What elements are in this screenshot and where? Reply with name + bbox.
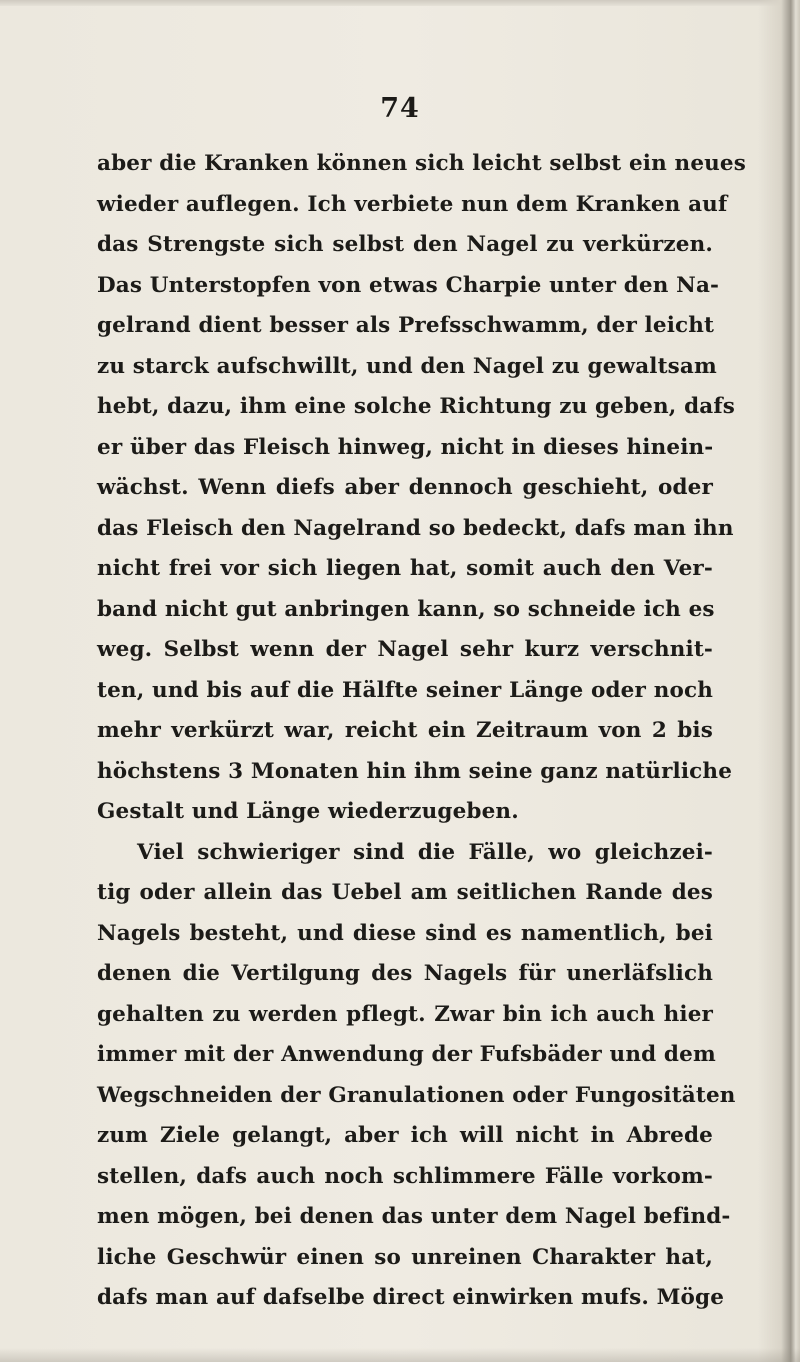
text-line: gehalten zu werden pflegt. Zwar bin ich auch hier bbox=[97, 1001, 713, 1027]
text-line: Wegschneiden der Granulationen oder Fungositäten bbox=[97, 1082, 736, 1108]
page-number: 74 bbox=[380, 93, 420, 124]
text-line: tig oder allein das Uebel am seitlichen Rande des bbox=[97, 880, 713, 905]
text-line: wieder auflegen. Ich verbiete nun dem Kranken auf bbox=[97, 191, 728, 217]
page-bottom-shadow bbox=[0, 1348, 800, 1362]
text-line: mehr verkürzt war, reicht ein Zeitraum von 2 bis bbox=[97, 718, 713, 743]
text-line: liche Geschwür einen so unreinen Charakter hat, bbox=[97, 1244, 713, 1270]
text-line: ten, und bis auf die Hälfte seiner Länge oder noch bbox=[97, 677, 713, 703]
text-line: höchstens 3 Monaten hin ihm seine ganz natürliche bbox=[97, 758, 733, 784]
book-binding-edge bbox=[758, 0, 800, 1362]
text-line: aber die Kranken können sich leicht selbst ein neues bbox=[97, 151, 747, 176]
text-line: weg. Selbst wenn der Nagel sehr kurz verschnit- bbox=[97, 637, 713, 662]
text-line: dafs man auf dafselbe direct einwirken mufs. Möge bbox=[97, 1285, 725, 1310]
text-line: immer mit der Anwendung der Fufsbäder und dem bbox=[97, 1042, 716, 1067]
page-top-edge bbox=[0, 0, 800, 6]
text-line: denen die Vertilgung des Nagels für unerläfslich bbox=[97, 961, 713, 986]
text-line: Das Unterstopfen von etwas Charpie unter den Na- bbox=[97, 272, 720, 298]
text-line: nicht frei vor sich liegen hat, somit auch den Ver- bbox=[97, 556, 713, 581]
text-line: stellen, dafs auch noch schlimmere Fälle vorkom- bbox=[97, 1163, 713, 1189]
text-line: Nagels besteht, und diese sind es namentlich, bei bbox=[97, 920, 713, 946]
text-line: er über das Fleisch hinweg, nicht in dieses hinein- bbox=[97, 434, 714, 460]
body-text bbox=[97, 144, 747, 1319]
text-line: das Strengste sich selbst den Nagel zu verkürzen. bbox=[97, 232, 713, 257]
text-line: zum Ziele gelangt, aber ich will nicht in Abrede bbox=[97, 1123, 713, 1148]
paragraph-start-line: Viel schwieriger sind die Fälle, wo gleichzei- bbox=[137, 839, 713, 865]
text-line: hebt, dazu, ihm eine solche Richtung zu geben, dafs bbox=[97, 394, 735, 419]
text-line: das Fleisch den Nagelrand so bedeckt, dafs man ihn bbox=[97, 515, 734, 541]
text-line: wächst. Wenn diefs aber dennoch geschieht, oder bbox=[97, 475, 713, 500]
text-line: men mögen, bei denen das unter dem Nagel befind- bbox=[97, 1204, 731, 1229]
text-line: band nicht gut anbringen kann, so schneide ich es bbox=[97, 596, 715, 622]
text-line: gelrand dient besser als Prefsschwamm, der leicht bbox=[97, 313, 715, 338]
text-line: zu starck aufschwillt, und den Nagel zu gewaltsam bbox=[97, 353, 717, 379]
paragraph-end-line: Gestalt und Länge wiederzugeben. bbox=[97, 799, 519, 824]
